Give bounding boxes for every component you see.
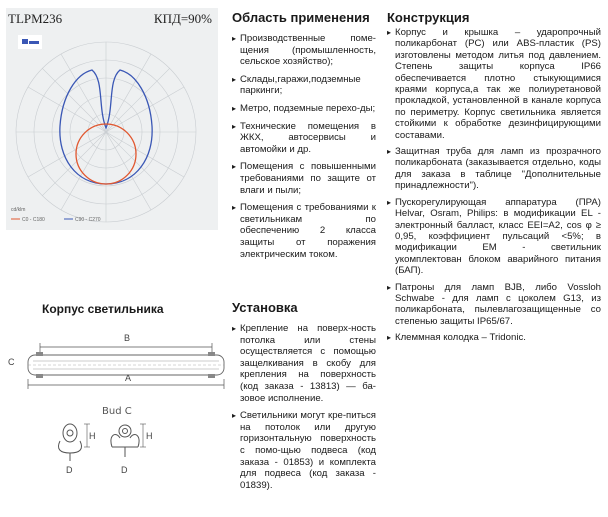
construction-item: ▸ Пускорегулирующая аппаратура (ПРА) Helvar, Osram, Philips: в модификации EL - электронный балласт, класс EEI=A2, cos φ ≥ 0,95, коэффициент пульсаций <5%; в модификации EM - светильник укомплектован блоком аварийного питания (БАП). — [387, 197, 601, 277]
product-model: TLPM236 — [8, 11, 63, 26]
application-item: ▸ Склады,гаражи,подземные паркинги; — [232, 74, 376, 97]
legend-c0: C0 - C180 — [22, 217, 45, 223]
dim-h-1: H — [89, 431, 96, 441]
dim-d-1: D — [66, 465, 73, 475]
application-item: ▸ Производственные поме-щения (промышленность, сельское хозяйство); — [232, 33, 376, 68]
installation-item: ▸ Крепление на поверх-ность потолка или стены осуществляется с помощью защелкивания в скобу для крепления на поверхность (код заказа - 13813) — ба-зовое исполнение. — [232, 323, 376, 404]
polar-unit: cd/klm — [11, 207, 26, 213]
construction-item: ▸ Корпус и крышка – ударопрочный поликарбонат (PC) или ABS-пластик (PS) изготовлены методом литья под давлением. Степень защиты корпуса IP66 обеспечивается плотно стыкующимися краями корпуса,а так же полиуретановой прокладкой, установленной в канале корпуса по периметру. Корпус светильника является стойкими к обработке дезинфицирующими составами. — [387, 27, 601, 141]
housing-drawing — [0, 317, 226, 517]
installation-section — [232, 300, 376, 497]
dim-c: C — [8, 357, 15, 367]
efficiency-label: КПД=90% — [153, 11, 212, 26]
installation-item: ▸ Светильники могут кре-питься на потолок или другую горизонтальную поверхность с помо-щью подвеса (код заказа - 01853) и комплекта для подвеса (код заказа - 01839). — [232, 410, 376, 491]
application-title: Область применения — [232, 10, 370, 25]
construction-section — [387, 10, 601, 349]
application-item: ▸ Метро, подземные перехо-ды; — [232, 103, 376, 115]
application-item: ▸ Помещения с повышенными требованиями по защите от влаги и пыли; — [232, 161, 376, 196]
housing-title: Корпус светильника — [42, 302, 164, 316]
application-section — [232, 10, 376, 266]
bud-c-label: Bud C — [102, 406, 132, 417]
application-item: ▸ Помещения с требованиями к светильникам по обеспечению 2 класса защиты от поражения электрическим током. — [232, 202, 376, 260]
left-column — [0, 0, 226, 517]
dim-h-2: H — [146, 431, 153, 441]
construction-item: ▸ Клеммная колодка – Tridonic. — [387, 332, 601, 343]
photometric-diagram-panel — [6, 8, 218, 230]
dim-b: B — [124, 333, 131, 343]
construction-item: ▸ Патроны для ламп BJB, либо Vossloh Schwabe - для ламп с цоколем G13, из поликарбоната, пылевлагозащищенные со степенью защиты IP65/67. — [387, 282, 601, 328]
polar-diagram — [6, 8, 218, 230]
construction-item: ▸ Защитная труба для ламп из прозрачного поликарбоната (заказывается отдельно, коды для заказа в таблице "Дополнительные принадлежности"). — [387, 146, 601, 192]
legend-c90: C90 - C270 — [75, 217, 101, 223]
clip-side-profile — [111, 425, 139, 457]
construction-list — [387, 27, 601, 344]
installation-list — [232, 323, 376, 491]
application-item: ▸ Технические помещения в ЖКХ, автосервисы и автомойки и др. — [232, 121, 376, 156]
clip-front-profile — [58, 424, 81, 461]
dim-d-2: D — [121, 465, 128, 475]
dim-a: A — [125, 373, 132, 383]
construction-title: Конструкция — [387, 10, 470, 25]
application-list — [232, 33, 376, 260]
installation-title: Установка — [232, 300, 298, 315]
